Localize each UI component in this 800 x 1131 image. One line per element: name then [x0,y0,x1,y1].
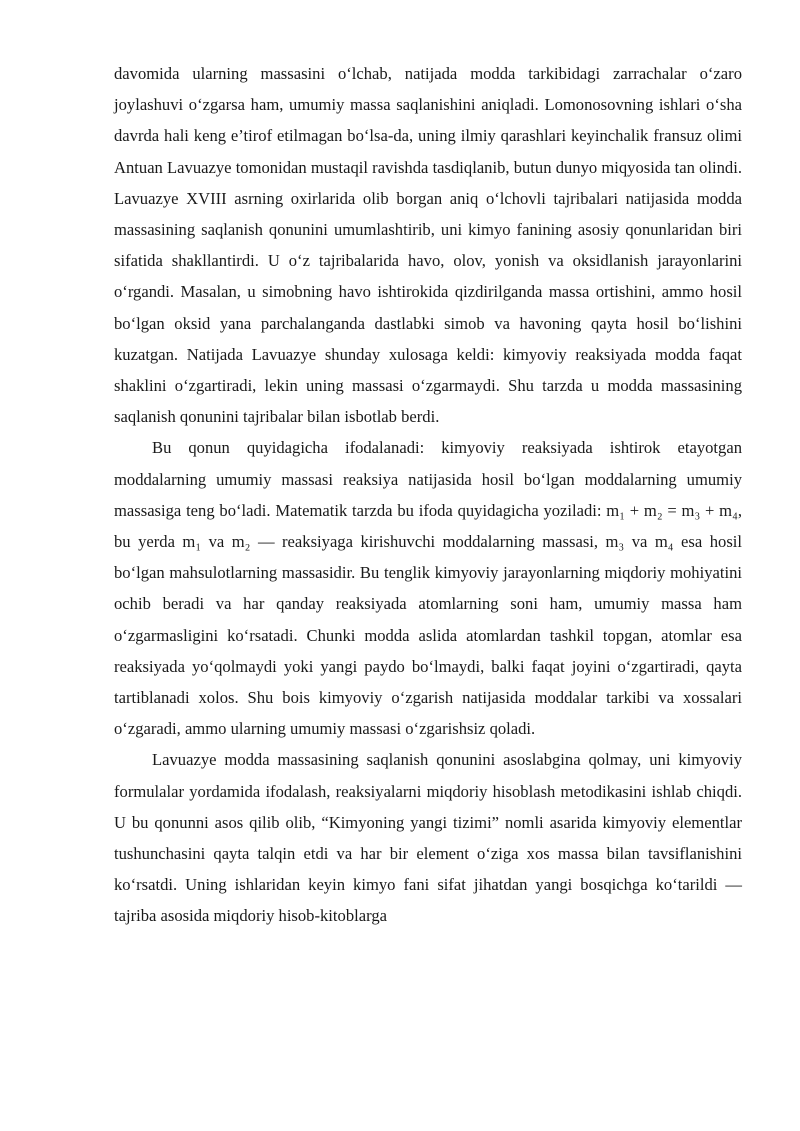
document-page [114,58,742,932]
paragraph-law-statement: Bu qonun quyidagicha ifodalanadi: kimyoviy reaksiyada ishtirok etayotgan moddalarning umumiy massasi reaksiya natijasida hosil bo‘lgan moddalarning umumiy massasiga teng bo‘ladi. Matematik tarzda bu ifoda quyidagicha yoziladi: m₁ + m₂ = m₃ + m₄, bu yerda m₁ va m₂ — reaksiyaga kirishuvchi moddalarning massasi, m₃ va m₄ esa hosil bo‘lgan mahsulotlarning massasidir. Bu tenglik kimyoviy jarayonlarning miqdoriy mohiyatini ochib beradi va har qanday reaksiyada atomlarning soni ham, umumiy massa ham o‘zgarmasligini ko‘rsatadi. Chunki modda aslida atomlardan tashkil topgan, atomlar esa reaksiyada yo‘qolmaydi yoki yangi paydo bo‘lmaydi, balki faqat joyini o‘zgartiradi, qayta tartiblanadi xolos. Shu bois kimyoviy o‘zgarish natijasida moddalar tarkibi va xossalari o‘zgaradi, ammo ularning umumiy massasi o‘zgarishsiz qoladi. [114,438,742,739]
paragraph-lavoisier-methods: Lavuazye modda massasining saqlanish qonunini asoslabgina qolmay, uni kimyoviy formulalar yordamida ifodalash, reaksiyalarni miqdoriy hisoblash metodikasini ishlab chiqdi. U bu qonunni asos qilib olib, “Kimyoning yangi tizimi” nomli asarida kimyoviy elementlar tushunchasini qayta talqin etdi va har bir element o‘ziga xos massa bilan tavsiflanishini ko‘rsatdi. Uning ishlaridan keyin kimyo fani sifat jihatdan yangi bosqichga ko‘tarildi — tajriba asosida miqdoriy hisob-kitoblarga [114,750,742,926]
paragraph-continuation: davomida ularning massasini o‘lchab, natijada modda tarkibidagi zarrachalar o‘zaro joylashuvi o‘zgarsa ham, umumiy massa saqlanishini aniqladi. Lomonosovning ishlari o‘sha davrda hali keng e’tirof etilmagan bo‘lsa-da, uning ilmiy qarashlari keyinchalik fransuz olimi Antuan Lavuazye tomonidan mustaqil ravishda tasdiqlanib, butun dunyo miqyosida tan olindi. Lavuazye XVIII asrning oxirlarida olib borgan aniq o‘lchovli tajribalari natijasida modda massasining saqlanish qonunini umumlashtirib, uni kimyo fanining asosiy qonunlaridan biri sifatida shakllantirdi. U o‘z tajribalarida havo, olov, yonish va oksidlanish jarayonlarini o‘rgandi. Masalan, u simobning havo ishtirokida qizdirilganda massa ortishini, ammo hosil bo‘lgan oksid yana parchalanganda dastlabki simob va havoning qayta hosil bo‘lishini kuzatgan. Natijada Lavuazye shunday xulosaga keldi: kimyoviy reaksiyada modda faqat shaklini o‘zgartiradi, lekin uning massasi o‘zgarmaydi. Shu tarzda u modda massasining saqlanish qonunini tajribalar bilan isbotlab berdi. [114,64,742,427]
